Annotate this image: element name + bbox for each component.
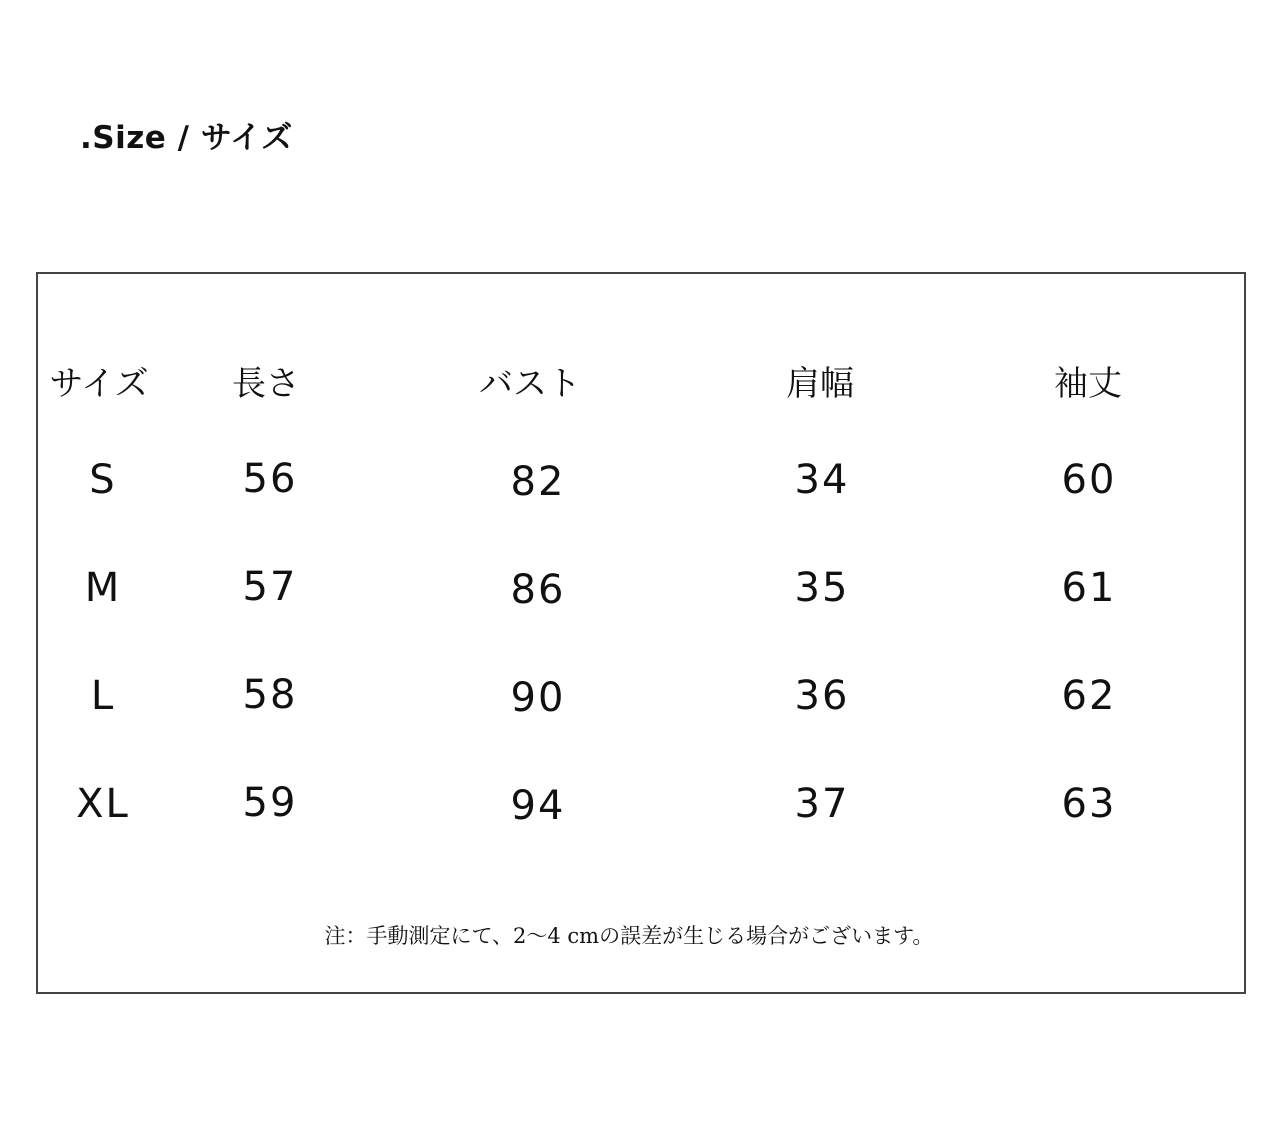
table-cell: 59	[242, 780, 298, 826]
table-cell: XL	[76, 781, 130, 827]
table-cell: 86	[510, 567, 566, 613]
measurement-note: 注：手動測定にて、2〜4 cmの誤差が生じる場合がございます。	[324, 924, 934, 948]
header-size: サイズ	[49, 364, 149, 404]
header-shoulder-width: 肩幅	[786, 364, 854, 404]
table-cell: 90	[510, 675, 566, 721]
table-cell: 61	[1061, 565, 1117, 611]
header-sleeve-length: 袖丈	[1054, 364, 1122, 404]
header-bust: バスト	[479, 364, 581, 404]
table-cell: M	[84, 565, 122, 611]
table-cell: 36	[794, 673, 850, 719]
size-chart-table	[36, 272, 1246, 994]
table-cell: 60	[1061, 457, 1117, 503]
table-cell: 94	[510, 783, 566, 829]
page-title: .Size / サイズ	[80, 120, 293, 156]
table-cell: 34	[794, 457, 850, 503]
table-cell: 56	[242, 456, 298, 502]
table-cell: 63	[1061, 781, 1117, 827]
table-cell: 37	[794, 781, 850, 827]
header-length: 長さ	[232, 364, 300, 404]
table-cell: L	[90, 673, 116, 719]
table-cell: S	[89, 457, 117, 503]
table-cell: 57	[242, 564, 298, 610]
table-cell: 82	[510, 459, 566, 505]
table-cell: 35	[794, 565, 850, 611]
table-cell: 58	[242, 672, 298, 718]
table-cell: 62	[1061, 673, 1117, 719]
